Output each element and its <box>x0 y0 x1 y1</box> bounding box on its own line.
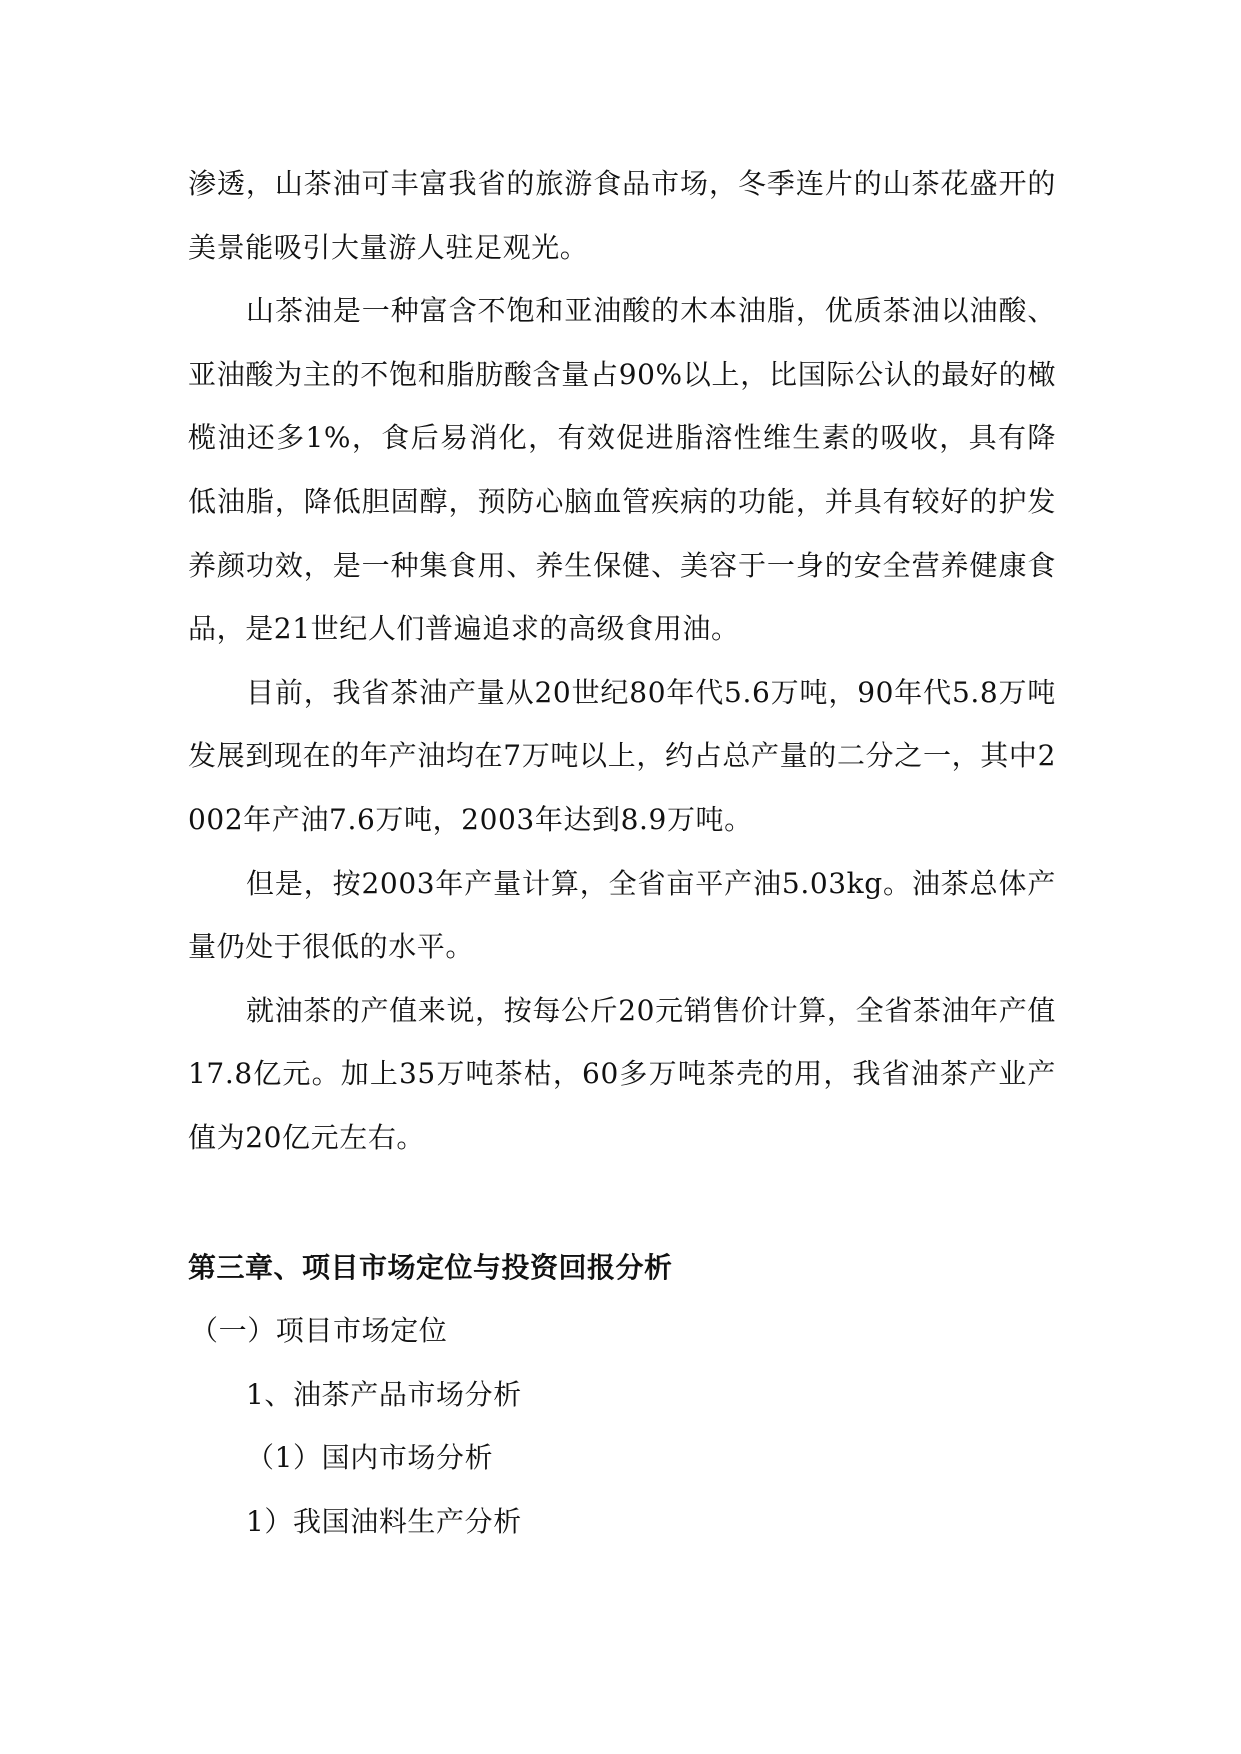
subsubsection-heading: （1）国内市场分析 <box>246 1441 494 1475</box>
document-body <box>188 152 1056 1553</box>
paragraph-yield: 但是，按2003年产量计算，全省亩平产油5.03kg。油茶总体产量仍处于很低的水平。 <box>188 866 1056 964</box>
paragraph-production: 目前，我省茶油产量从20世纪80年代5.6万吨，90年代5.8万吨发展到现在的年产油均在7万吨以上，约占总产量的二分之一，其中2002年产油7.6万吨，2003年达到8.9万吨。 <box>188 675 1056 836</box>
item-heading: 1）我国油料生产分析 <box>246 1504 522 1538</box>
paragraph-camellia-oil: 山茶油是一种富含不饱和亚油酸的木本油脂，优质茶油以油酸、亚油酸为主的不饱和脂肪酸含量占90%以上，比国际公认的最好的橄榄油还多1%，食后易消化，有效促进脂溶性维生素的吸收，具有降低油脂，降低胆固醇，预防心脑血管疾病的功能，并具有较好的护发养颜功效，是一种集食用、养生保健、美容于一身的安全营养健康食品，是21世纪人们普遍追求的高级食用油。 <box>188 294 1056 646</box>
chapter-title: 第三章、项目市场定位与投资回报分析 <box>188 1250 673 1284</box>
subsection-heading: 1、油茶产品市场分析 <box>246 1377 522 1411</box>
paragraph-output-value: 就油茶的产值来说，按每公斤20元销售价计算，全省茶油年产值17.8亿元。加上35万吨茶枯，60多万吨茶壳的用，我省油茶产业产值为20亿元左右。 <box>188 993 1056 1154</box>
paragraph-continuation: 渗透，山茶油可丰富我省的旅游食品市场，冬季连片的山茶花盛开的美景能吸引大量游人驻足观光。 <box>188 167 1056 264</box>
section-heading: （一）项目市场定位 <box>190 1314 448 1348</box>
